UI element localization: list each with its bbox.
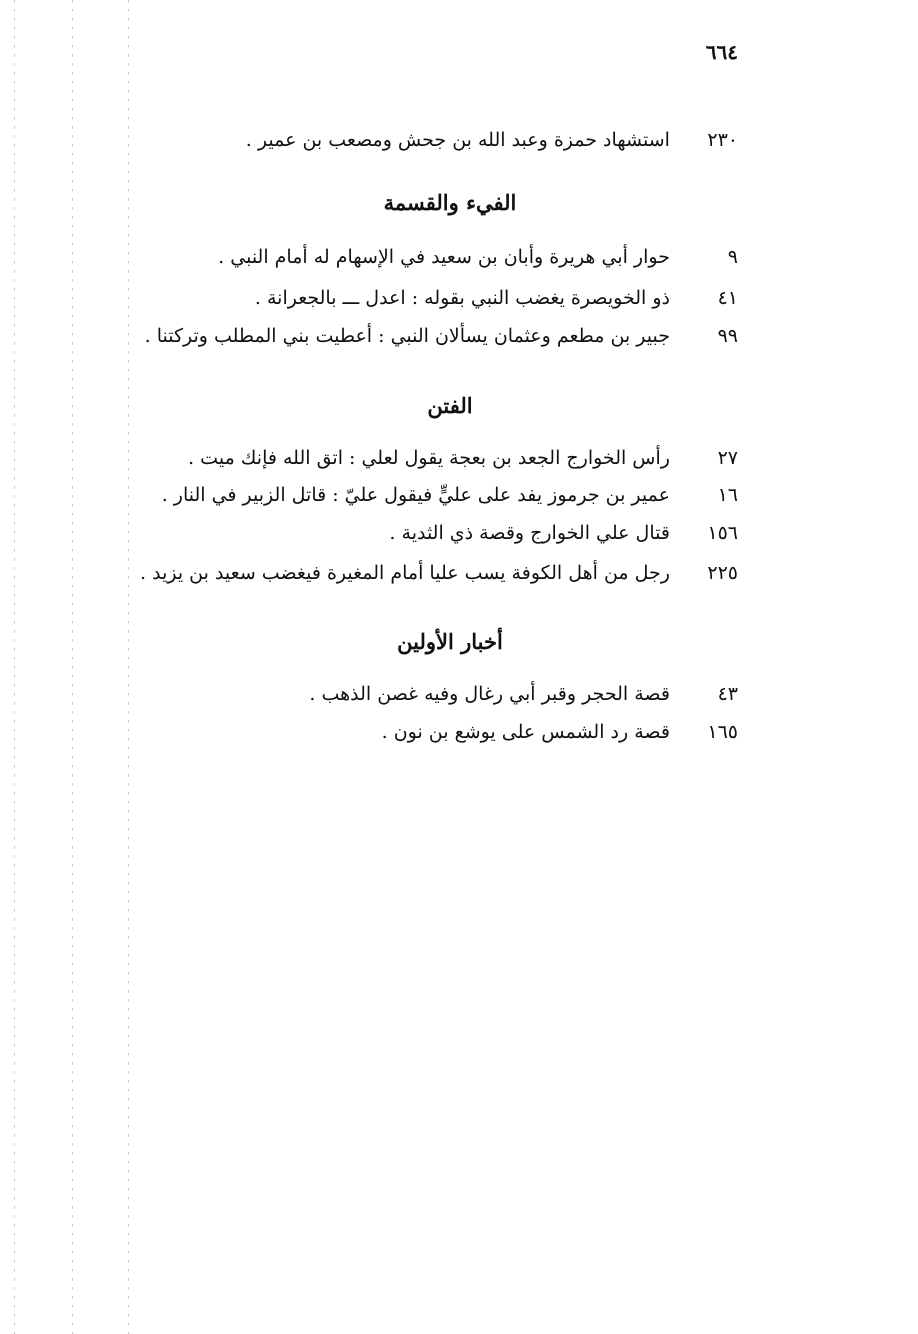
entry-text: قصة رد الشمس على يوشع بن نون .: [381, 721, 670, 743]
list-item: [40, 680, 738, 708]
list-item: [40, 444, 738, 472]
entry-text: رجل من أهل الكوفة يسب عليا أمام المغيرة فيغضب سعيد بن يزيد .: [140, 562, 670, 584]
list-item: [40, 126, 738, 154]
entry-number: ٩: [727, 246, 738, 268]
entry-number: ٤١: [717, 287, 738, 309]
entry-text: رأس الخوارج الجعد بن بعجة يقول لعلي : اتق الله فإنك ميت .: [188, 447, 670, 469]
list-item: [40, 481, 738, 509]
entry-text: ذو الخويصرة يغضب النبي بقوله : اعدل ـــ بالجعرانة .: [254, 287, 670, 309]
list-item: [40, 322, 738, 350]
entry-number: ١٦: [717, 484, 738, 506]
section-heading: أخبار الأولين: [397, 629, 503, 654]
entry-number: ٢٣٠: [707, 129, 738, 151]
page-number: ٦٦٤: [705, 40, 738, 64]
list-item: [40, 243, 738, 271]
entry-text: استشهاد حمزة وعبد الله بن جحش ومصعب بن عمير .: [245, 129, 670, 151]
list-item: [40, 559, 738, 587]
list-item: [40, 284, 738, 312]
entry-number: ٤٣: [717, 683, 738, 705]
list-item: [40, 718, 738, 746]
entry-number: ١٦٥: [707, 721, 738, 743]
entry-number: ١٥٦: [707, 522, 738, 544]
entry-number: ٩٩: [717, 325, 738, 347]
section-heading: الفتن: [427, 393, 473, 418]
entry-number: ٢٧: [717, 447, 738, 469]
entry-number: ٢٢٥: [707, 562, 738, 584]
entry-text: قتال علي الخوارج وقصة ذي الثدية .: [389, 522, 670, 544]
entry-text: حوار أبي هريرة وأبان بن سعيد في الإسهام له أمام النبي .: [218, 246, 670, 268]
entry-text: قصة الحجر وقبر أبي رغال وفيه غصن الذهب .: [309, 683, 670, 705]
entry-text: عمير بن جرموز يفد على عليٍّ فيقول عليّ : قاتل الزبير في النار .: [161, 484, 670, 506]
section-heading: الفيء والقسمة: [383, 190, 517, 215]
list-item: [40, 519, 738, 547]
entry-text: جبير بن مطعم وعثمان يسألان النبي : أعطيت بني المطلب وتركتنا .: [144, 325, 670, 347]
